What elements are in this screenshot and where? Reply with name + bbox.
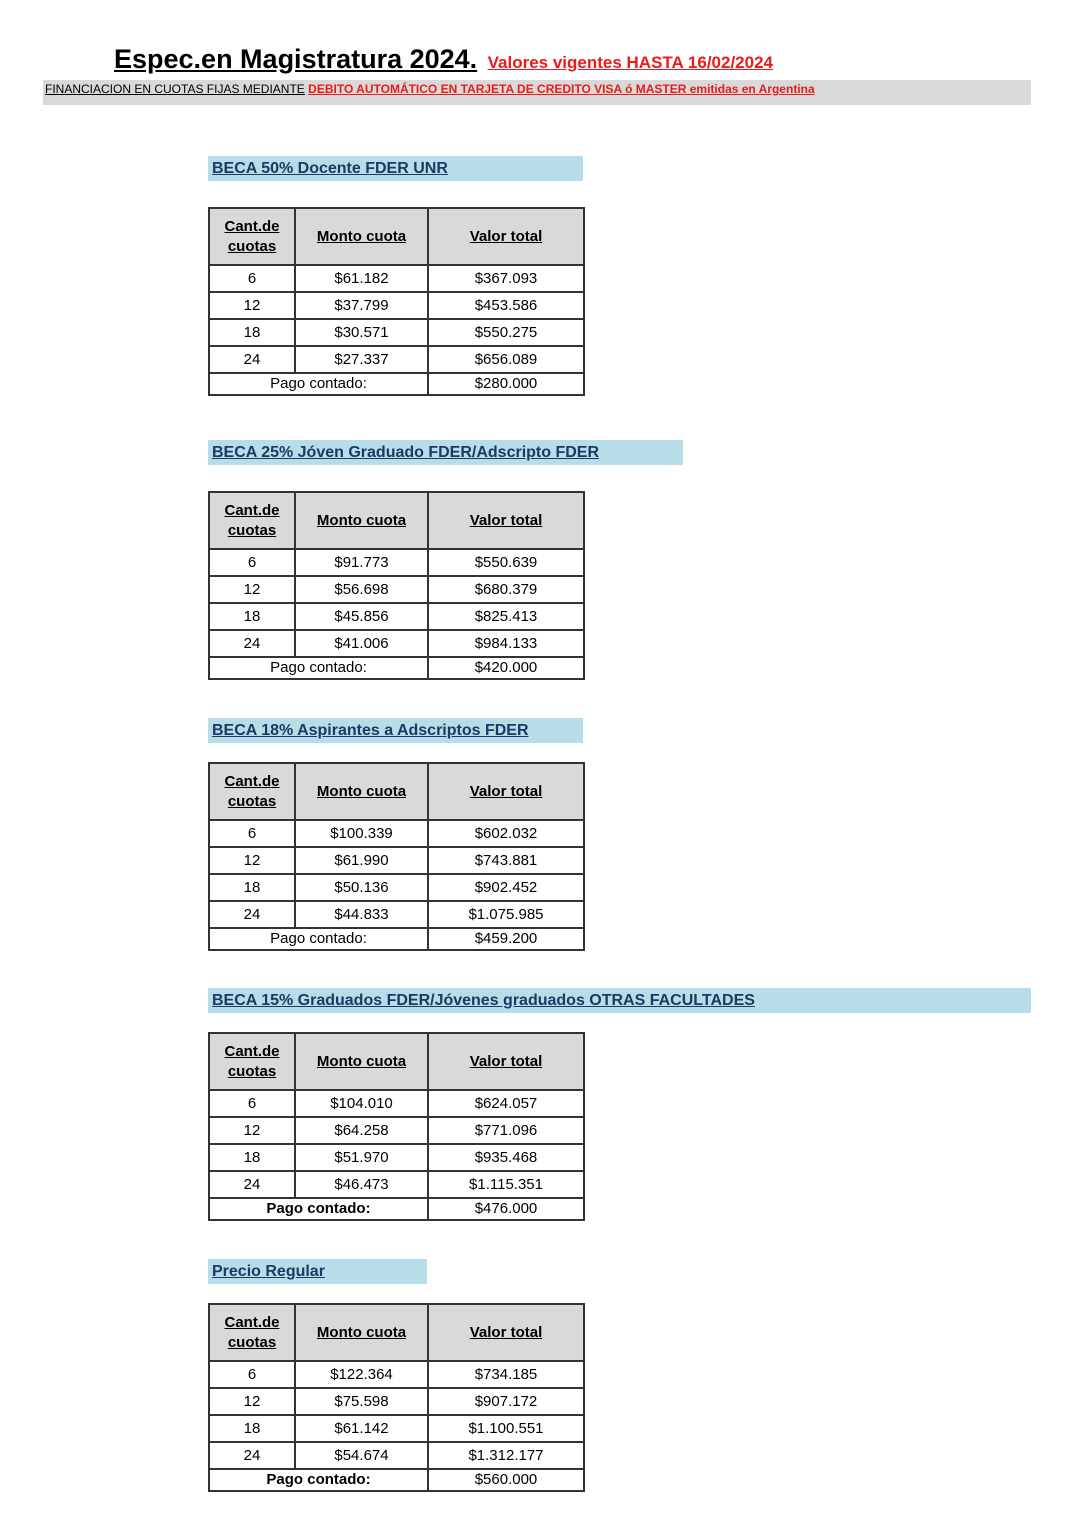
table-cell: 24 (209, 1442, 295, 1469)
table-row (209, 265, 584, 292)
cash-payment-label: Pago contado: (209, 1469, 428, 1491)
table-cell: 12 (209, 847, 295, 874)
col-header-cuotas: Cant.de cuotas (209, 1304, 295, 1361)
table-cell: $104.010 (295, 1090, 428, 1117)
table-cell: $30.571 (295, 319, 428, 346)
table-row (209, 319, 584, 346)
table-row (209, 1361, 584, 1388)
table-cell: 12 (209, 292, 295, 319)
col-header-total: Valor total (428, 763, 584, 820)
section-title-beca-18: BECA 18% Aspirantes a Adscriptos FDER (208, 718, 583, 743)
table-row (209, 630, 584, 657)
table-header-row (209, 208, 584, 265)
table-cell: $46.473 (295, 1171, 428, 1198)
table-cell: 6 (209, 1090, 295, 1117)
table-cell: $771.096 (428, 1117, 584, 1144)
section-title-beca-15: BECA 15% Graduados FDER/Jóvenes graduados OTRAS FACULTADES (208, 988, 1031, 1013)
table-cell: $51.970 (295, 1144, 428, 1171)
table-cell: $1.100.551 (428, 1415, 584, 1442)
table-cell: $37.799 (295, 292, 428, 319)
price-table-beca-25 (208, 491, 585, 680)
table-row (209, 874, 584, 901)
table-row (209, 1171, 584, 1198)
table-cell: $61.142 (295, 1415, 428, 1442)
section-title-precio-regular: Precio Regular (208, 1259, 427, 1284)
price-table-beca-50 (208, 207, 585, 396)
validity-notice: Valores vigentes HASTA 16/02/2024 (487, 53, 773, 72)
table-cell: $61.182 (295, 265, 428, 292)
cash-payment-label: Pago contado: (209, 1198, 428, 1220)
table-row (209, 1117, 584, 1144)
col-header-total: Valor total (428, 492, 584, 549)
table-cell: 12 (209, 1117, 295, 1144)
table-cell: $56.698 (295, 576, 428, 603)
table-cell: $902.452 (428, 874, 584, 901)
table-cell: $122.364 (295, 1361, 428, 1388)
table-cell: $41.006 (295, 630, 428, 657)
col-header-cuotas: Cant.de cuotas (209, 492, 295, 549)
cash-payment-row (209, 928, 584, 950)
table-cell: $825.413 (428, 603, 584, 630)
table-cell: $907.172 (428, 1388, 584, 1415)
cash-payment-label: Pago contado: (209, 657, 428, 679)
section-title-beca-25: BECA 25% Jóven Graduado FDER/Adscripto FDER (208, 440, 683, 465)
cash-payment-label: Pago contado: (209, 928, 428, 950)
col-header-monto: Monto cuota (295, 492, 428, 549)
col-header-monto: Monto cuota (295, 763, 428, 820)
table-row (209, 847, 584, 874)
cash-payment-value: $420.000 (428, 657, 584, 679)
col-header-total: Valor total (428, 1304, 584, 1361)
cash-payment-value: $560.000 (428, 1469, 584, 1491)
price-table-precio-regular (208, 1303, 585, 1492)
table-cell: $100.339 (295, 820, 428, 847)
page-title: Espec.en Magistratura 2024. (114, 44, 478, 74)
table-cell: $1.115.351 (428, 1171, 584, 1198)
col-header-cuotas: Cant.de cuotas (209, 763, 295, 820)
table-cell: 18 (209, 603, 295, 630)
table-cell: $602.032 (428, 820, 584, 847)
table-cell: $1.312.177 (428, 1442, 584, 1469)
table-row (209, 346, 584, 373)
table-row (209, 576, 584, 603)
table-cell: $50.136 (295, 874, 428, 901)
table-cell: $64.258 (295, 1117, 428, 1144)
title-row (114, 44, 773, 75)
table-header-row (209, 492, 584, 549)
table-cell: 18 (209, 874, 295, 901)
table-cell: 24 (209, 630, 295, 657)
col-header-total: Valor total (428, 208, 584, 265)
table-cell: $453.586 (428, 292, 584, 319)
table-cell: $27.337 (295, 346, 428, 373)
financing-prefix: FINANCIACION EN CUOTAS FIJAS MEDIANTE (45, 82, 305, 96)
cash-payment-value: $459.200 (428, 928, 584, 950)
table-row (209, 292, 584, 319)
table-cell: 18 (209, 319, 295, 346)
table-cell: 12 (209, 576, 295, 603)
table-row (209, 820, 584, 847)
cash-payment-value: $476.000 (428, 1198, 584, 1220)
section-title-beca-50: BECA 50% Docente FDER UNR (208, 156, 583, 181)
table-cell: $935.468 (428, 1144, 584, 1171)
col-header-monto: Monto cuota (295, 208, 428, 265)
col-header-cuotas: Cant.de cuotas (209, 1033, 295, 1090)
table-header-row (209, 763, 584, 820)
table-row (209, 1388, 584, 1415)
table-cell: $984.133 (428, 630, 584, 657)
table-row (209, 603, 584, 630)
cash-payment-label: Pago contado: (209, 373, 428, 395)
col-header-monto: Monto cuota (295, 1304, 428, 1361)
table-cell: $734.185 (428, 1361, 584, 1388)
table-row (209, 549, 584, 576)
cash-payment-value: $280.000 (428, 373, 584, 395)
table-cell: $61.990 (295, 847, 428, 874)
table-cell: $54.674 (295, 1442, 428, 1469)
table-cell: $680.379 (428, 576, 584, 603)
col-header-cuotas: Cant.de cuotas (209, 208, 295, 265)
cash-payment-row (209, 657, 584, 679)
cash-payment-row (209, 1198, 584, 1220)
table-cell: $550.639 (428, 549, 584, 576)
table-cell: $1.075.985 (428, 901, 584, 928)
table-cell: 18 (209, 1144, 295, 1171)
col-header-monto: Monto cuota (295, 1033, 428, 1090)
table-cell: 24 (209, 901, 295, 928)
table-row (209, 1144, 584, 1171)
table-header-row (209, 1033, 584, 1090)
financing-bar (43, 80, 1031, 105)
table-cell: $367.093 (428, 265, 584, 292)
table-cell: $44.833 (295, 901, 428, 928)
table-cell: 6 (209, 265, 295, 292)
table-cell: $624.057 (428, 1090, 584, 1117)
table-row (209, 1415, 584, 1442)
table-cell: $656.089 (428, 346, 584, 373)
price-table-beca-18 (208, 762, 585, 951)
table-row (209, 901, 584, 928)
table-cell: $743.881 (428, 847, 584, 874)
table-cell: $550.275 (428, 319, 584, 346)
table-cell: $45.856 (295, 603, 428, 630)
table-cell: 6 (209, 1361, 295, 1388)
price-table-beca-15 (208, 1032, 585, 1221)
table-cell: 24 (209, 346, 295, 373)
table-cell: 24 (209, 1171, 295, 1198)
financing-highlight: DEBITO AUTOMÁTICO EN TARJETA DE CREDITO VISA ó MASTER emitidas en Argentina (308, 82, 815, 96)
table-cell: 6 (209, 820, 295, 847)
table-cell: 6 (209, 549, 295, 576)
table-cell: 12 (209, 1388, 295, 1415)
table-cell: $91.773 (295, 549, 428, 576)
cash-payment-row (209, 1469, 584, 1491)
table-cell: 18 (209, 1415, 295, 1442)
table-row (209, 1090, 584, 1117)
cash-payment-row (209, 373, 584, 395)
table-cell: $75.598 (295, 1388, 428, 1415)
col-header-total: Valor total (428, 1033, 584, 1090)
table-header-row (209, 1304, 584, 1361)
table-row (209, 1442, 584, 1469)
